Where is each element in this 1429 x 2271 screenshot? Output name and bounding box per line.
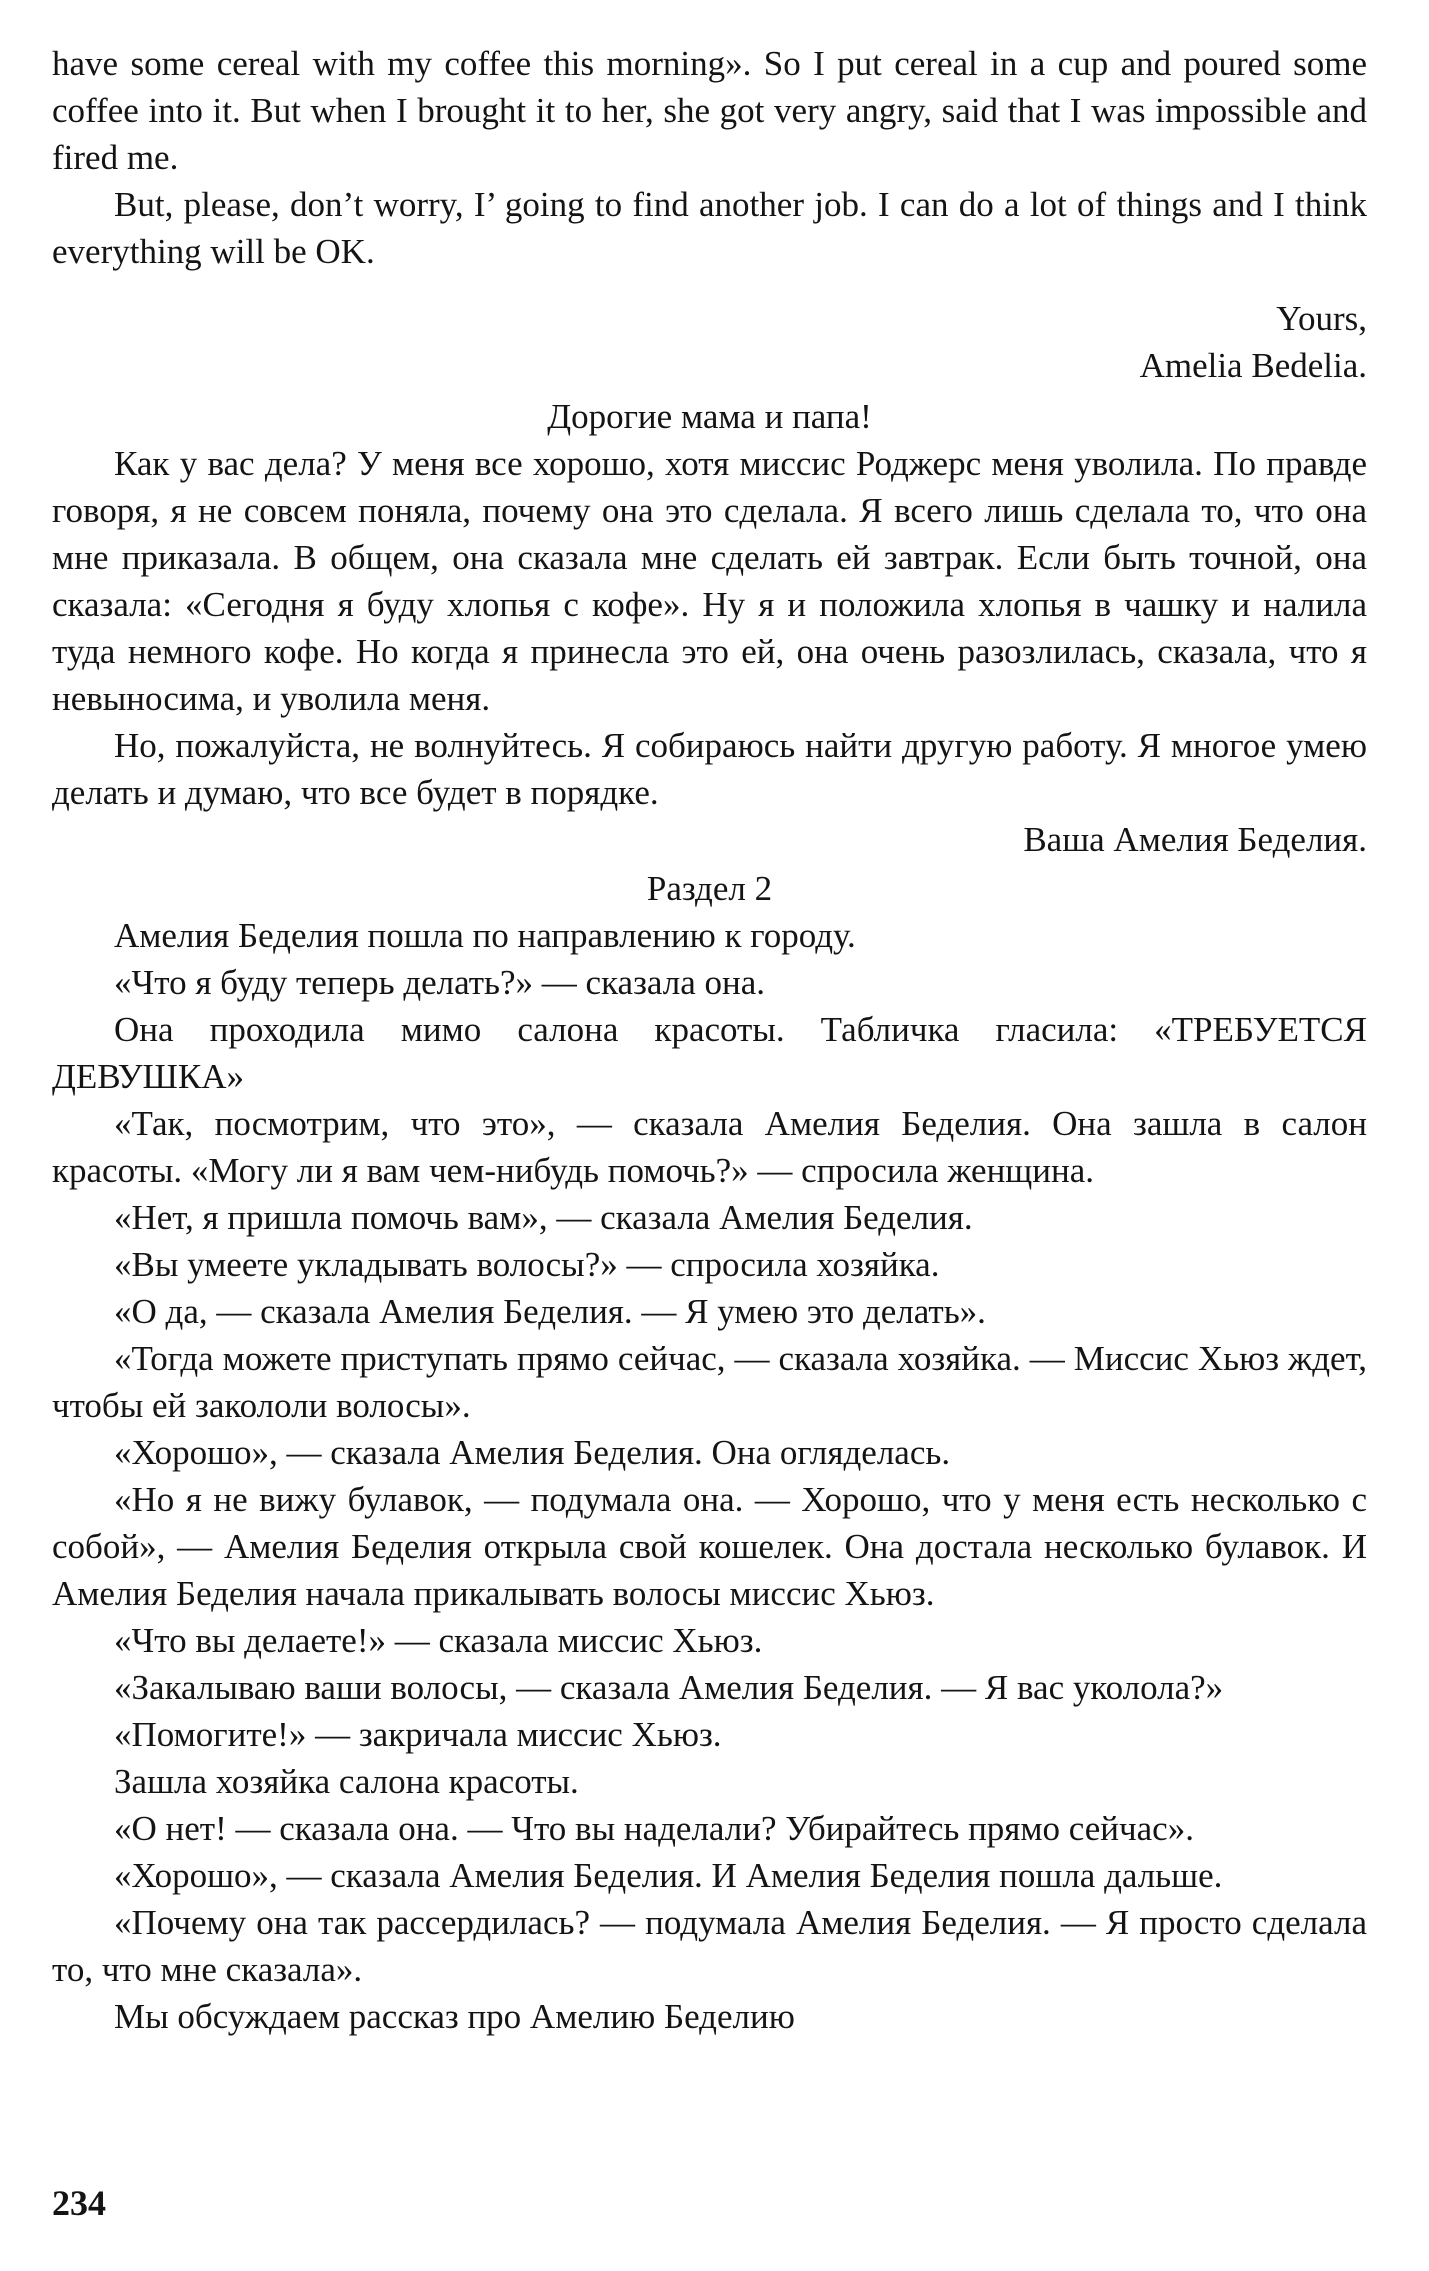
story-paragraph: «Но я не вижу булавок, — подумала она. — Хорошо, что у меня есть несколько с собой», — Амелия Беделия открыла свой кошелек. Она достала несколько булавок. И Амелия Беделия начала прикалывать волосы миссис Хьюз. bbox=[52, 1480, 1367, 1613]
story-paragraph: «Что вы делаете!» — сказала миссис Хьюз. bbox=[114, 1621, 763, 1660]
page-number: 234 bbox=[52, 2183, 106, 2223]
story-paragraph: «О да, — сказала Амелия Беделия. — Я умею это делать». bbox=[114, 1292, 986, 1331]
section-title: Раздел 2 bbox=[646, 869, 773, 908]
story-paragraph: Мы обсуждаем рассказ про Амелию Беделию bbox=[114, 1997, 795, 2036]
story-paragraph: «Нет, я пришла помочь вам», — сказала Амелия Беделия. bbox=[114, 1198, 973, 1237]
story-paragraph: «О нет! — сказала она. — Что вы наделали? Убирайтесь прямо сейчас». bbox=[114, 1809, 1194, 1848]
letter-ru-paragraph: Но, пожалуйста, не волнуйтесь. Я собираюсь найти другую работу. Я многое умею делать и думаю, что все будет в порядке. bbox=[52, 726, 1367, 812]
story-paragraph: «Хорошо», — сказала Амелия Беделия. И Амелия Беделия пошла дальше. bbox=[114, 1856, 1223, 1895]
story-paragraph: Она проходила мимо салона красоты. Табличка гласила: «ТРЕБУЕТСЯ ДЕВУШКА» bbox=[52, 1010, 1367, 1096]
page-text bbox=[52, 40, 1367, 2040]
letter-ru-paragraph: Как у вас дела? У меня все хорошо, хотя миссис Роджерс меня уволила. По правде говоря, я не совсем поняла, почему она это сделала. Я всего лишь сделала то, что она мне приказала. В общем, она сказала мне сделать ей завтрак. Если быть точной, она сказала: «Сегодня я буду хлопья с кофе». Ну я и положила хлопья в чашку и налила туда немного кофе. Но когда я принесла это ей, она очень разозлилась, сказала, что я невыносима, и уволила меня. bbox=[52, 444, 1367, 718]
letter-ru-signature: Ваша Амелия Беделия. bbox=[1023, 820, 1367, 859]
letter-en-paragraph: But, please, don’t worry, I’ going to find another job. I can do a lot of things and I think everything will be OK. bbox=[52, 185, 1367, 271]
story-paragraph: «Что я буду теперь делать?» — сказала она. bbox=[114, 963, 766, 1002]
letter-en-paragraph: have some cereal with my coffee this morning». So I put cereal in a cup and poured some coffee into it. But when I brought it to her, she got very angry, said that I was impossible and fired me. bbox=[52, 44, 1367, 177]
letter-en-signature: Amelia Bedelia. bbox=[1139, 346, 1367, 385]
story-paragraph: «Помогите!» — закричала миссис Хьюз. bbox=[114, 1715, 722, 1754]
story-paragraph: «Хорошо», — сказала Амелия Беделия. Она огляделась. bbox=[114, 1433, 951, 1472]
story-paragraph: «Тогда можете приступать прямо сейчас, — сказала хозяйка. — Миссис Хьюз ждет, чтобы ей закололи волосы». bbox=[52, 1339, 1367, 1425]
story-paragraph: «Почему она так рассердилась? — подумала Амелия Беделия. — Я просто сделала то, что мне сказала». bbox=[52, 1903, 1367, 1989]
story-paragraph: Зашла хозяйка салона красоты. bbox=[114, 1762, 579, 1801]
letter-en-closing: Yours, bbox=[1276, 299, 1367, 338]
letter-ru-greeting: Дорогие мама и папа! bbox=[547, 397, 872, 436]
story-paragraph: Амелия Беделия пошла по направлению к городу. bbox=[114, 916, 856, 955]
story-paragraph: «Закалываю ваши волосы, — сказала Амелия Беделия. — Я вас уколола?» bbox=[114, 1668, 1224, 1707]
story-paragraph: «Так, посмотрим, что это», — сказала Амелия Беделия. Она зашла в салон красоты. «Могу ли я вам чем-нибудь помочь?» — спросила женщина. bbox=[52, 1104, 1367, 1190]
story-paragraph: «Вы умеете укладывать волосы?» — спросила хозяйка. bbox=[114, 1245, 940, 1284]
